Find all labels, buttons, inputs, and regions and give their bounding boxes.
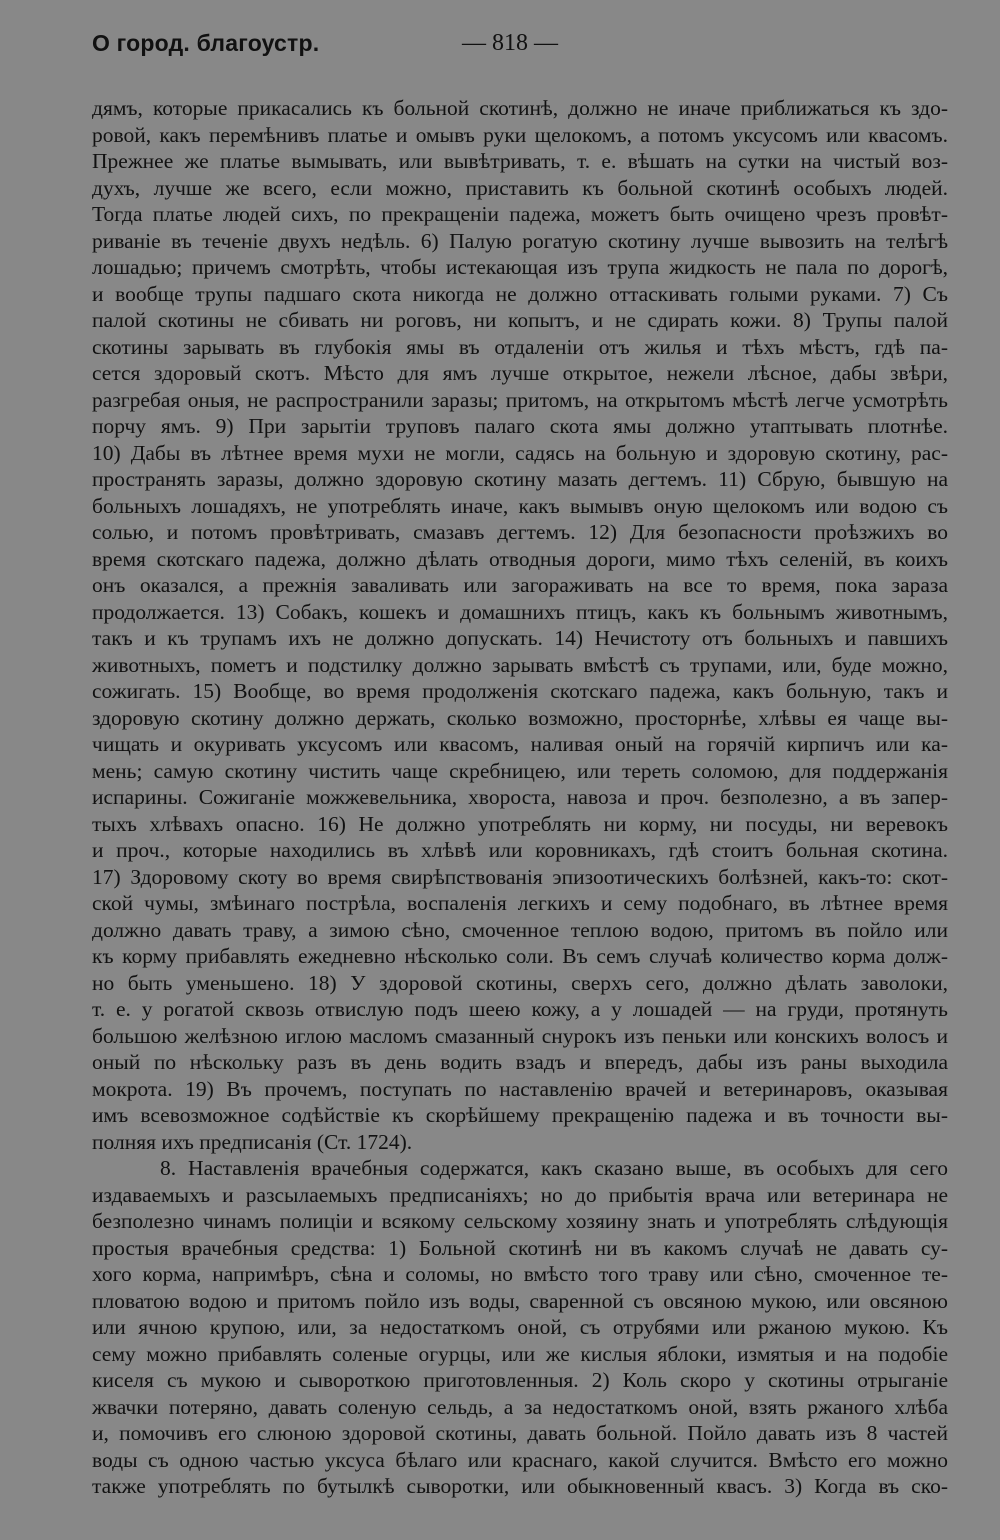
text-line: оный по нѣскольку разъ въ день водить взадъ и впередъ, дабы изъ раны выходила [92,1050,948,1074]
text-line: разгребая оныя, не распространили заразы; притомъ, на открытомъ мѣстѣ легче усмотрѣть [92,387,948,412]
text-line: киселя съ мукою и сывороткою приготовленныя. 2) Коль скоро у скотины отрыганіе [92,1368,948,1392]
text-line: пространять заразы, должно здоровую скотину мазать дегтемъ. 11) Сбрую, бывшую на [92,467,948,491]
text-line: и проч., которые находились въ хлѣвѣ или коровникахъ, гдѣ стоитъ больная скотина. [92,838,948,862]
text-line: т. е. у рогатой сквозь отвислую подъ шеею кожу, а у лошадей — на груди, протянуть [92,997,948,1021]
text-line: больныхъ лошадяхъ, не употреблять иначе, какъ вымывъ оную щелокомъ или водою съ [92,493,948,518]
text-line: солью, и потомъ провѣтривать, смазавъ дегтемъ. 12) Для безопасности проѣзжихъ во [92,520,948,544]
text-line: также употреблять по бутылкѣ сыворотки, или обыкновенный квасъ. 3) Когда въ ско- [92,1474,948,1498]
text-line: онъ оказался, а прежнія заваливать или загораживать на все то время, пока зараза [92,573,948,597]
text-line: сется здоровый скотъ. Мѣсто для ямъ лучше открытое, нежели лѣсное, дабы звѣри, [92,361,948,385]
text-line: сожигать. 15) Вообще, во время продолженія скотскаго падежа, какъ больную, такъ и [92,679,948,703]
text-line: тыхъ хлѣвахъ опасно. 16) Не должно употреблять ни корму, ни посуды, ни веревокъ [92,811,948,836]
text-line: 17) Здоровому скоту во время свирѣпствованія эпизоотическихъ болѣзней, какъ-то: скот- [92,864,948,889]
paragraph-2 [92,1155,948,1500]
text-line: сему можно прибавлять соленые огурцы, или же кислыя яблоки, измятыя и на подобіе [92,1341,948,1366]
body-text [92,95,948,1500]
text-line: палой скотины не сбивать ни роговъ, ни копытъ, и не сдирать кожи. 8) Трупы палой [92,308,948,332]
text-line: воды съ одною частью уксуса бѣлаго или краснаго, какой случится. Вмѣсто его можно [92,1447,948,1472]
text-line: ской чумы, змѣинаго пострѣла, воспаленія легкихъ и сему подобнаго, въ лѣтнее время [92,891,948,915]
text-line: продолжается. 13) Собакъ, кошекъ и домашнихъ птицъ, какъ къ больнымъ животнымъ, [92,599,948,624]
text-line: но быть уменьшено. 18) У здоровой скотины, сверхъ сего, должно дѣлать заволоки, [92,970,948,995]
text-line: жвачки потеряно, давать соленую сельдь, а за недостаткомъ оной, взять ржаного хлѣба [92,1394,948,1419]
text-line: чищать и окуривать уксусомъ или квасомъ, наливая оный на горячій кирпичъ или ка- [92,732,948,756]
text-line: имъ всевозможное содѣйствіе къ скорѣйшему прекращенію падежа и въ точности вы- [92,1103,948,1127]
text-line: испарины. Сожиганіе можжевельника, хвороста, навоза и проч. безполезно, а въ запер- [92,785,948,809]
text-line: пловатою водою и притомъ пойло изъ воды, сваренной съ овсяною мукою, или овсяною [92,1288,948,1313]
text-line: скотины зарывать въ глубокія ямы въ отдаленіи отъ жилья и тѣхъ мѣстъ, гдѣ па- [92,334,948,359]
text-line: безполезно чинамъ полиціи и всякому сельскому хозяину знать и употреблять слѣдующія [92,1209,948,1233]
text-line: 8. Наставленія врачебныя содержатся, какъ сказано выше, въ особыхъ для сего [160,1156,948,1180]
text-line: порчу ямъ. 9) При зарытіи труповъ палаго скота ямы должно утаптывать плотнѣе. [92,414,948,438]
page-number: — 818 — [462,30,558,56]
text-line: должно давать траву, а зимою сѣно, смоченное теплою водою, притомъ въ пойло или [92,917,948,942]
running-title: О город. благоустр. [92,30,320,56]
text-line: духъ, лучше же всего, если можно, приставить къ больной скотинѣ особыхъ людей. [92,175,948,200]
text-line: мень; самую скотину чистить чаще скребницею, или тереть соломою, для поддержанія [92,758,948,783]
text-line: хого корма, напримѣръ, сѣна и соломы, но вмѣсто того траву или сѣно, смоченное те- [92,1262,948,1286]
text-line: ровой, какъ перемѣнивъ платье и омывъ руки щелокомъ, а потомъ уксусомъ или квасомъ. [92,122,948,147]
text-line: животныхъ, пометъ и подстилку должно зарывать вмѣстѣ съ трупами, или, буде можно, [92,652,948,677]
text-line: и, помочивъ его слюною здоровой скотины, давать больной. Пойло давать изъ 8 частей [92,1421,948,1445]
text-line: простыя врачебныя средства: 1) Больной скотинѣ ни въ какомъ случаѣ не давать су- [92,1235,948,1260]
text-line: мокрота. 19) Въ прочемъ, поступать по наставленію врачей и ветеринаровъ, оказывая [92,1076,948,1101]
text-line: такъ и къ трупамъ ихъ не должно допускать. 14) Нечистоту отъ больныхъ и павшихъ [92,626,948,650]
text-line: риваніе въ теченіе двухъ недѣль. 6) Палую рогатую скотину лучше вывозить на телѣгѣ [92,228,948,253]
text-line: большою желѣзною иглою масломъ смазанный снурокъ изъ пеньки или конскихъ волосъ и [92,1023,948,1048]
text-line: или ячною крупою, или, за недостаткомъ оной, съ отрубями или ржаною мукою. Къ [92,1315,948,1339]
text-line: Тогда платье людей сихъ, по прекращеніи падежа, можетъ быть очищено чрезъ провѣт- [92,202,948,226]
text-line: и вообще трупы падшаго скота никогда не должно оттаскивать голыми руками. 7) Съ [92,281,948,306]
text-line: издаваемыхъ и разсылаемыхъ предписаніяхъ; но до прибытія врача или ветеринара не [92,1182,948,1207]
text-line: время скотскаго падежа, должно дѣлать отводныя дороги, мимо тѣхъ селеній, въ коихъ [92,546,948,571]
text-line: дямъ, которые прикасались къ больной скотинѣ, должно не иначе приближаться къ здо- [92,96,948,120]
text-line: къ корму прибавлять ежедневно нѣсколько соли. Въ семъ случаѣ количество корма долж- [92,944,948,968]
text-line: 10) Дабы въ лѣтнее время мухи не могли, садясь на больную и здоровую скотину, рас- [92,440,948,465]
text-line: здоровую скотину должно держать, сколько возможно, просторнѣе, хлѣвы ея чаще вы- [92,705,948,730]
paragraph-1 [92,95,948,1155]
text-line: Прежнее же платье вымывать, или вывѣтривать, т. е. вѣшать на сутки на чистый воз- [92,149,948,173]
text-line: полняя ихъ предписанія (Ст. 1724). [92,1129,413,1154]
text-line: лошадью; причемъ смотрѣть, чтобы истекающая изъ трупа жидкость не пала по дорогѣ, [92,255,948,279]
